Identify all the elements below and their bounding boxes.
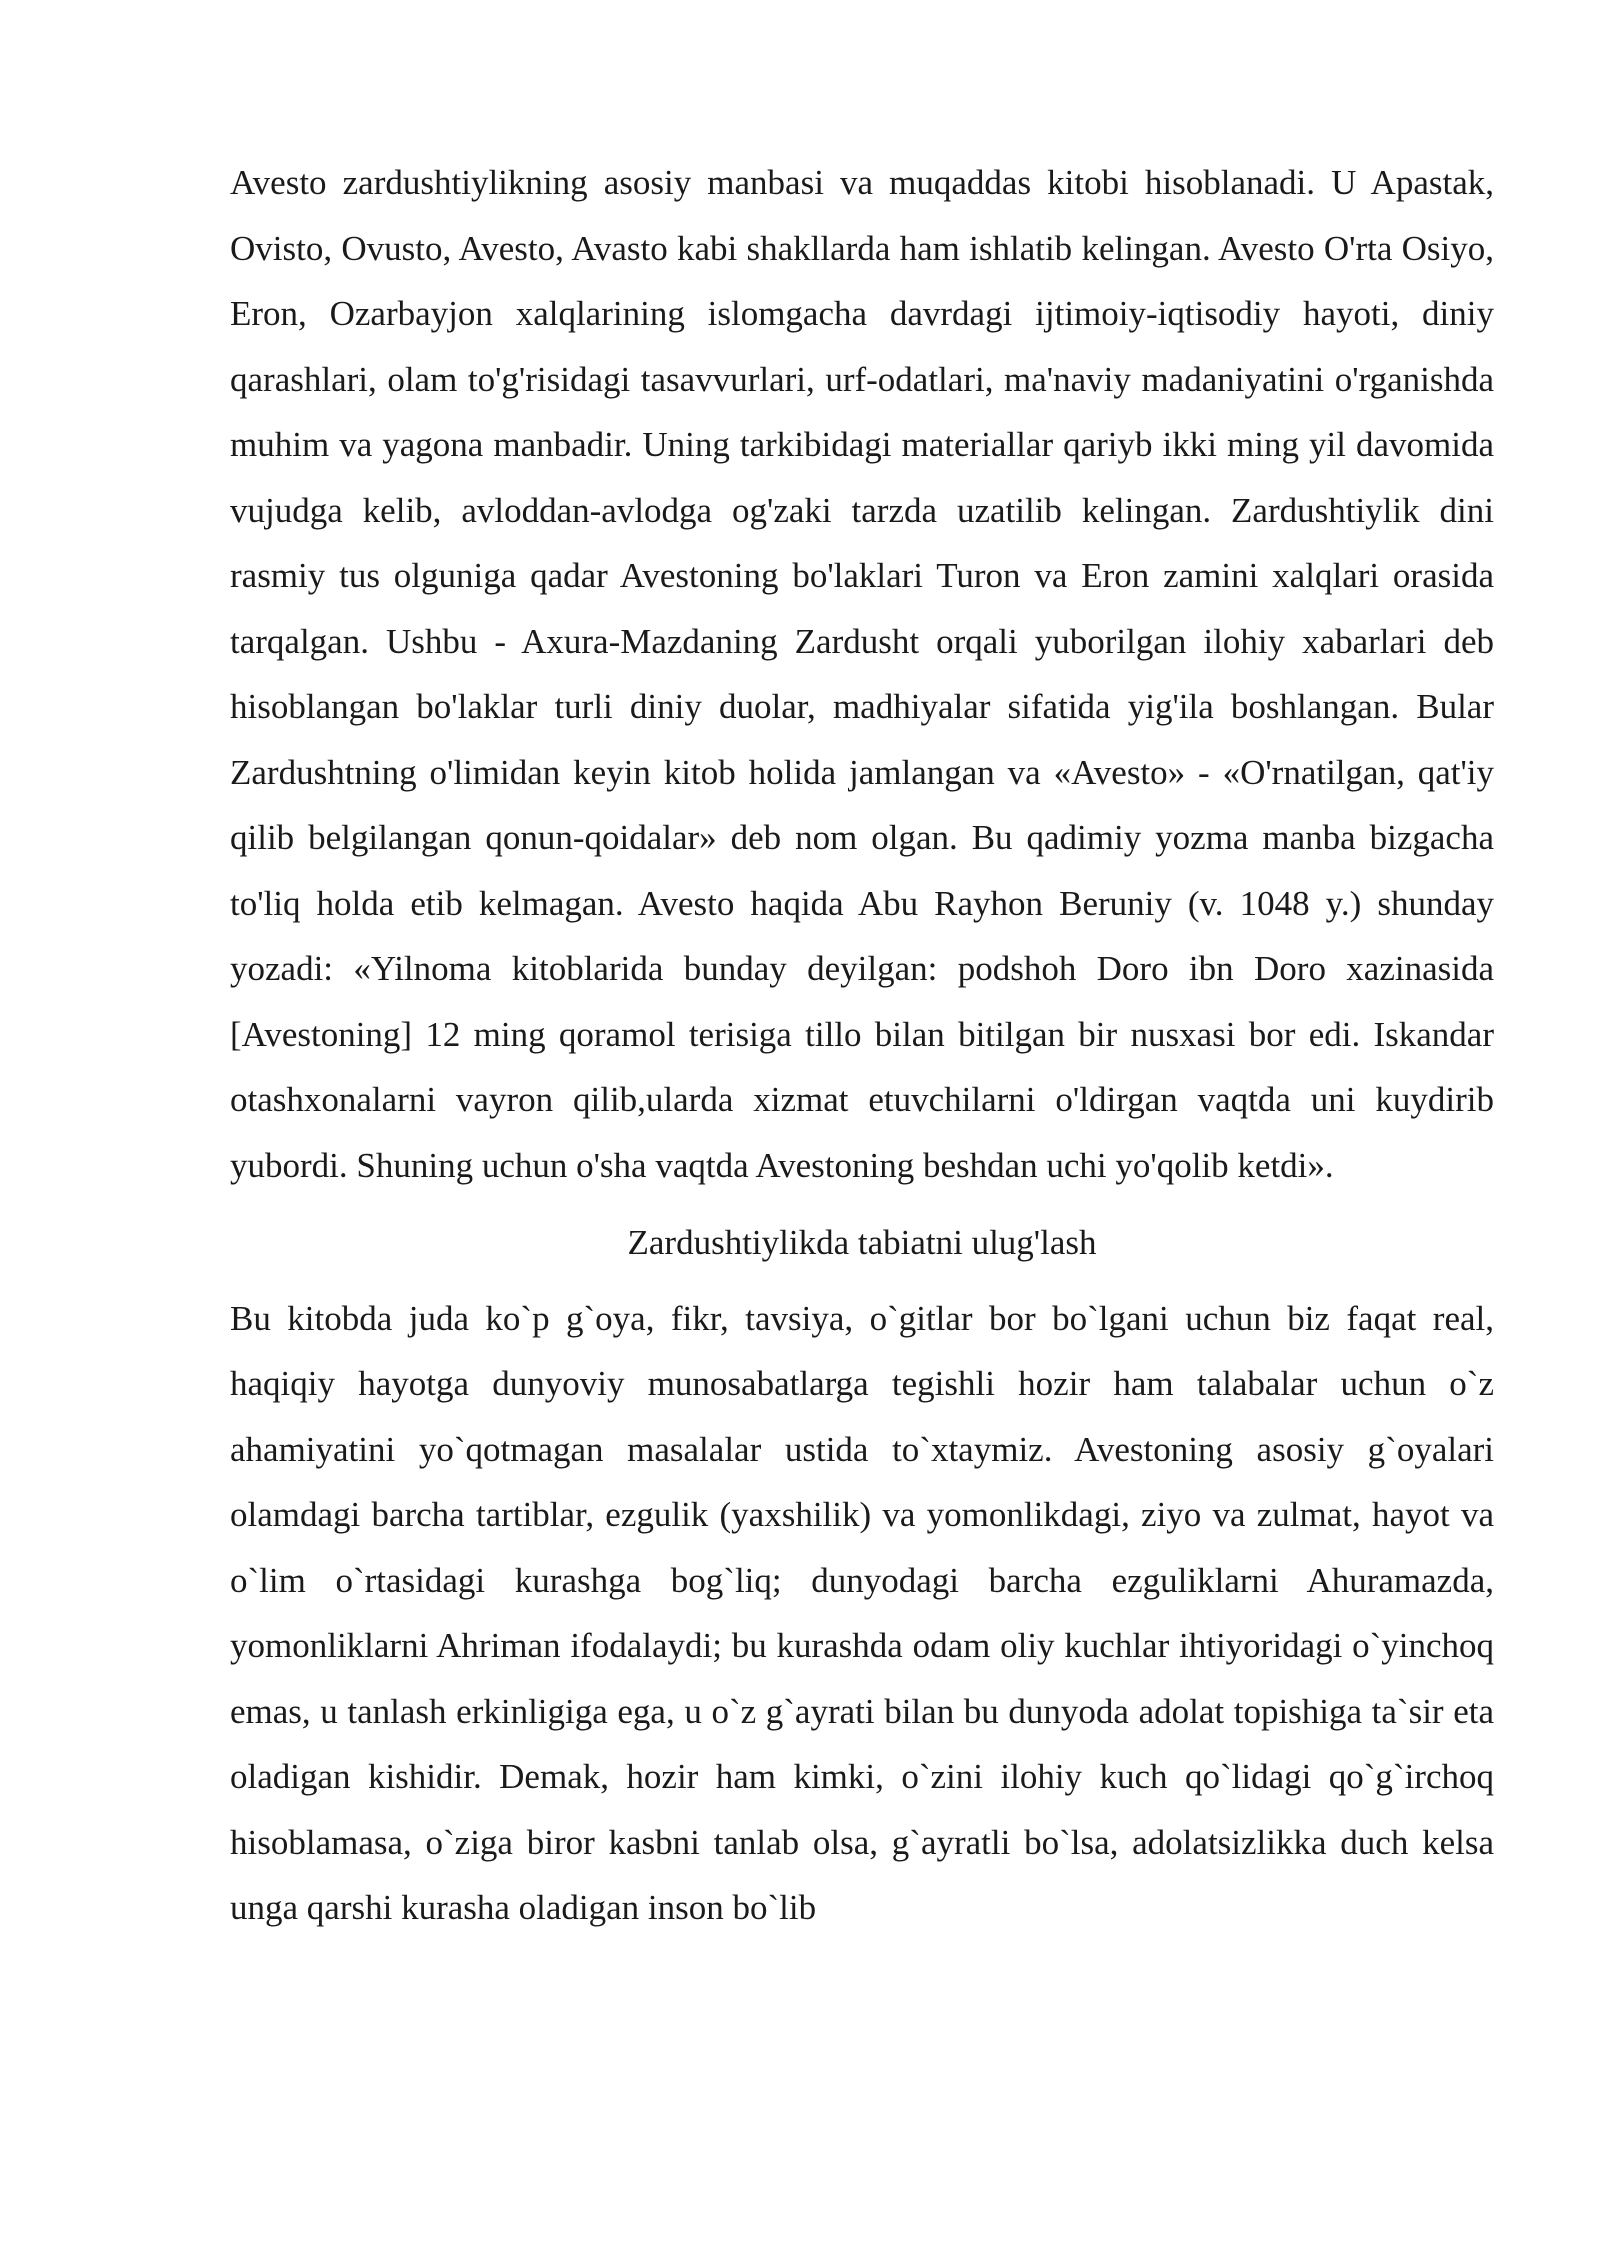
section-heading: Zardushtiylikda tabiatni ulug'lash [627,1223,1097,1262]
paragraph-avesto-ideas: Bu kitobda juda ko`p g`oya, fikr, tavsiya, o`gitlar bor bo`lgani uchun biz faqat real, haqiqiy hayotga dunyoviy munosabatlarga tegishli hozir ham talabalar uchun o`z ahamiyatini yo`qotmagan masalalar ustida to`xtaymiz. Avestoning asosiy g`oyalari olamdagi barcha tartiblar, ezgulik (yaxshilik) va yomonlikdagi, ziyo va zulmat, hayot va o`lim o`rtasidagi kurashga bog`liq; dunyodagi barcha ezguliklarni Ahuramazda, yomonliklarni Ahriman ifodalaydi; bu kurashda odam oliy kuchlar ihtiyoridagi o`yinchoq emas, u tanlash erkinligiga ega, u o`z g`ayrati bilan bu dunyoda adolat topishiga ta`sir eta oladigan kishidir. Demak, hozir ham kimki, o`zini ilohiy kuch qo`lidagi qo`g`irchoq hisoblamasa, o`ziga biror kasbni tanlab olsa, g`ayratli bo`lsa, adolatsizlikka duch kelsa unga qarshi kurasha oladigan inson bo`lib [230,1298,1494,1927]
paragraph-avesto-intro: Avesto zardushtiylikning asosiy manbasi va muqaddas kitobi hisoblanadi. U Apastak, Ovisto, Ovusto, Avesto, Avasto kabi shakllarda ham ishlatib kelingan. Avesto O'rta Osiyo, Eron, Ozarbayjon xalqlarining islomgacha davrdagi ijtimoiy-iqtisodiy hayoti, diniy qarashlari, olam to'g'risidagi tasavvurlari, urf-odatlari, ma'naviy madaniyatini o'rganishda muhim va yagona manbadir. Uning tarkibidagi materiallar qariyb ikki ming yil davomida vujudga kelib, avloddan-avlodga og'zaki tarzda uzatilib kelingan. Zardushtiylik dini rasmiy tus olguniga qadar Avestoning bo'laklari Turon va Eron zamini xalqlari orasida tarqalgan. Ushbu - Axura-Mazdaning Zardusht orqali yuborilgan ilohiy xabarlari deb hisoblangan bo'laklar turli diniy duolar, madhiyalar sifatida yig'ila boshlangan. Bular Zardushtning o'limidan keyin kitob holida jamlangan va «Avesto» - «O'rnatilgan, qat'iy qilib belgilangan qonun-qoidalar» deb nom olgan. Bu qadimiy yozma manba bizgacha to'liq holda etib kelmagan. Avesto haqida Abu Rayhon Beruniy (v. 1048 y.) shunday yozadi: «Yilnoma kitoblarida bunday deyilgan: podshoh Doro ibn Doro xazinasida [Avestoning] 12 ming qoramol terisiga tillo bilan bitilgan bir nusxasi bor edi. Iskandar otashxonalarni vayron qilib,ularda xizmat etuvchilarni o'ldirgan vaqtda uni kuydirib yubordi. Shuning uchun o'sha vaqtda Avestoning beshdan uchi yo'qolib ketdi». [230,163,1494,1185]
document-page [230,150,1494,1941]
